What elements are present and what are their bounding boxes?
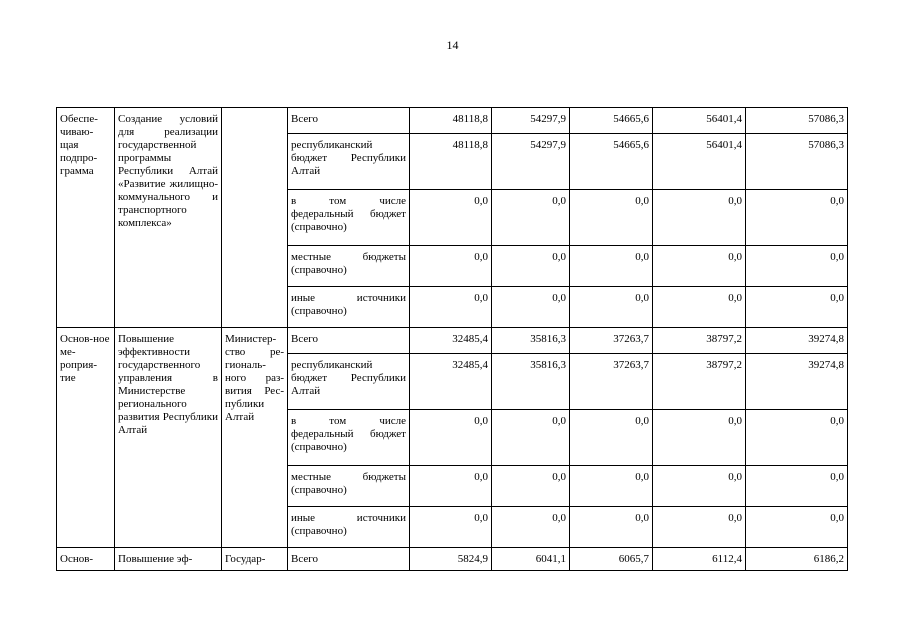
value-cell: 0,0 [653, 466, 746, 507]
table-row [57, 548, 848, 571]
section-name-cell: Повышение эф- [115, 548, 222, 571]
value-cell: 54665,6 [570, 108, 653, 134]
source-cell: иные источники (справочно) [288, 287, 410, 328]
value-cell: 0,0 [492, 466, 570, 507]
value-cell: 6065,7 [570, 548, 653, 571]
value-cell: 37263,7 [570, 354, 653, 410]
value-cell: 0,0 [570, 190, 653, 246]
source-cell: Всего [288, 548, 410, 571]
value-cell: 38797,2 [653, 328, 746, 354]
value-cell: 35816,3 [492, 354, 570, 410]
value-cell: 0,0 [746, 287, 848, 328]
value-cell: 0,0 [492, 410, 570, 466]
value-cell: 0,0 [746, 190, 848, 246]
value-cell: 0,0 [653, 410, 746, 466]
value-cell: 0,0 [410, 287, 492, 328]
value-cell: 0,0 [410, 410, 492, 466]
budget-table [56, 107, 848, 571]
section-type-cell: Основ-ное ме-роприя-тие [57, 328, 115, 548]
page-number: 14 [446, 38, 459, 52]
value-cell: 0,0 [410, 246, 492, 287]
value-cell: 0,0 [570, 507, 653, 548]
source-cell: Всего [288, 108, 410, 134]
value-cell: 0,0 [570, 287, 653, 328]
value-cell: 0,0 [570, 466, 653, 507]
value-cell: 0,0 [653, 190, 746, 246]
value-cell: 57086,3 [746, 134, 848, 190]
value-cell: 56401,4 [653, 108, 746, 134]
value-cell: 0,0 [746, 246, 848, 287]
value-cell: 5824,9 [410, 548, 492, 571]
value-cell: 0,0 [570, 410, 653, 466]
source-cell: республиканский бюджет Республики Алтай [288, 354, 410, 410]
value-cell: 6186,2 [746, 548, 848, 571]
value-cell: 0,0 [492, 507, 570, 548]
value-cell: 32485,4 [410, 328, 492, 354]
value-cell: 0,0 [653, 507, 746, 548]
value-cell: 32485,4 [410, 354, 492, 410]
value-cell: 38797,2 [653, 354, 746, 410]
value-cell: 0,0 [570, 246, 653, 287]
value-cell: 0,0 [746, 410, 848, 466]
value-cell: 0,0 [410, 190, 492, 246]
value-cell: 35816,3 [492, 328, 570, 354]
value-cell: 54297,9 [492, 108, 570, 134]
table-row [57, 108, 848, 134]
section-name-cell: Создание условий для реализации государственной программы Республики Алтай «Развитие жилищно-коммунального и транспортного комплекса» [115, 108, 222, 328]
value-cell: 0,0 [492, 287, 570, 328]
value-cell: 0,0 [653, 287, 746, 328]
value-cell: 0,0 [746, 466, 848, 507]
section-name-cell: Повышение эффективности государственного управления в Министерстве регионального развития Республики Алтай [115, 328, 222, 548]
value-cell: 48118,8 [410, 134, 492, 190]
value-cell: 57086,3 [746, 108, 848, 134]
source-cell: республиканский бюджет Республики Алтай [288, 134, 410, 190]
value-cell: 0,0 [746, 507, 848, 548]
source-cell: местные бюджеты (справочно) [288, 466, 410, 507]
value-cell: 6112,4 [653, 548, 746, 571]
value-cell: 56401,4 [653, 134, 746, 190]
source-cell: в том числе федеральный бюджет (справочно) [288, 410, 410, 466]
value-cell: 0,0 [492, 190, 570, 246]
value-cell: 0,0 [492, 246, 570, 287]
value-cell: 39274,8 [746, 354, 848, 410]
section-executor-cell: Министер-ство ре-гиональ-ного раз-вития Рес-публики Алтай [222, 328, 288, 548]
source-cell: местные бюджеты (справочно) [288, 246, 410, 287]
source-cell: Всего [288, 328, 410, 354]
section-executor-cell: Государ- [222, 548, 288, 571]
value-cell: 48118,8 [410, 108, 492, 134]
section-type-cell: Обеспе-чиваю-щая подпро-грамма [57, 108, 115, 328]
value-cell: 6041,1 [492, 548, 570, 571]
source-cell: иные источники (справочно) [288, 507, 410, 548]
value-cell: 0,0 [410, 466, 492, 507]
table-row [57, 328, 848, 354]
source-cell: в том числе федеральный бюджет (справочно) [288, 190, 410, 246]
value-cell: 39274,8 [746, 328, 848, 354]
value-cell: 0,0 [410, 507, 492, 548]
value-cell: 54665,6 [570, 134, 653, 190]
value-cell: 54297,9 [492, 134, 570, 190]
section-type-cell: Основ- [57, 548, 115, 571]
section-executor-cell [222, 108, 288, 328]
value-cell: 0,0 [653, 246, 746, 287]
value-cell: 37263,7 [570, 328, 653, 354]
